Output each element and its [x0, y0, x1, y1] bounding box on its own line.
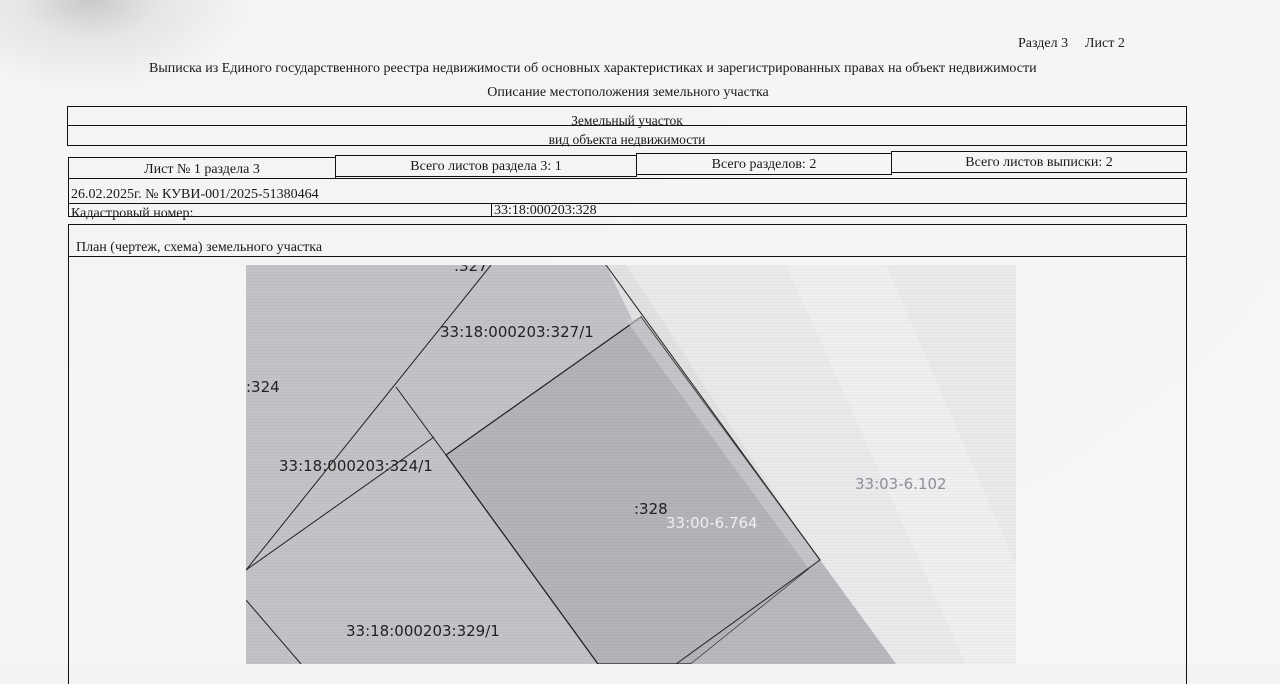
- document-subtitle: Описание местоположения земельного участка: [487, 85, 769, 100]
- label-324-1: 33:18:000203:324/1: [279, 457, 433, 475]
- record-date-number: 26.02.2025г. № КУВИ-001/2025-51380464: [71, 187, 319, 202]
- plan-title: План (чертеж, схема) земельного участка: [76, 240, 323, 255]
- record-divider: [68, 203, 1187, 204]
- label-327-1: 33:18:000203:327/1: [440, 323, 594, 341]
- sheet-number: Лист 2: [1085, 36, 1125, 51]
- parcel-map: [246, 265, 1016, 664]
- cadastral-label: Кадастровый номер:: [71, 206, 194, 221]
- label-zone-102: 33:03-6.102: [855, 475, 947, 493]
- label-zone-764: 33:00-6.764: [666, 514, 758, 532]
- total-sections: Всего разделов: 2: [636, 153, 892, 175]
- label-324: :324: [246, 378, 280, 396]
- cadastral-number: 33:18:000203:328: [494, 203, 597, 218]
- section-number: Раздел 3: [1018, 36, 1069, 51]
- plan-title-divider: [68, 256, 1187, 257]
- total-sheets-section: Всего листов раздела 3: 1: [335, 155, 637, 177]
- object-type: Земельный участок: [67, 106, 1187, 126]
- document-title: Выписка из Единого государственного реестра недвижимости об основных характеристиках и зарегистрированных правах на объект недвижимости: [149, 61, 1037, 76]
- object-type-caption: вид объекта недвижимости: [67, 125, 1187, 146]
- label-top-partial: :327: [454, 265, 488, 275]
- label-328: :328: [634, 500, 668, 518]
- parcel-map-drawing: [246, 265, 1016, 664]
- label-329-1: 33:18:000203:329/1: [346, 622, 500, 640]
- sheet-of-section: Лист № 1 раздела 3: [68, 157, 336, 179]
- total-sheets-extract: Всего листов выписки: 2: [891, 151, 1187, 173]
- cadastral-divider: [491, 203, 492, 217]
